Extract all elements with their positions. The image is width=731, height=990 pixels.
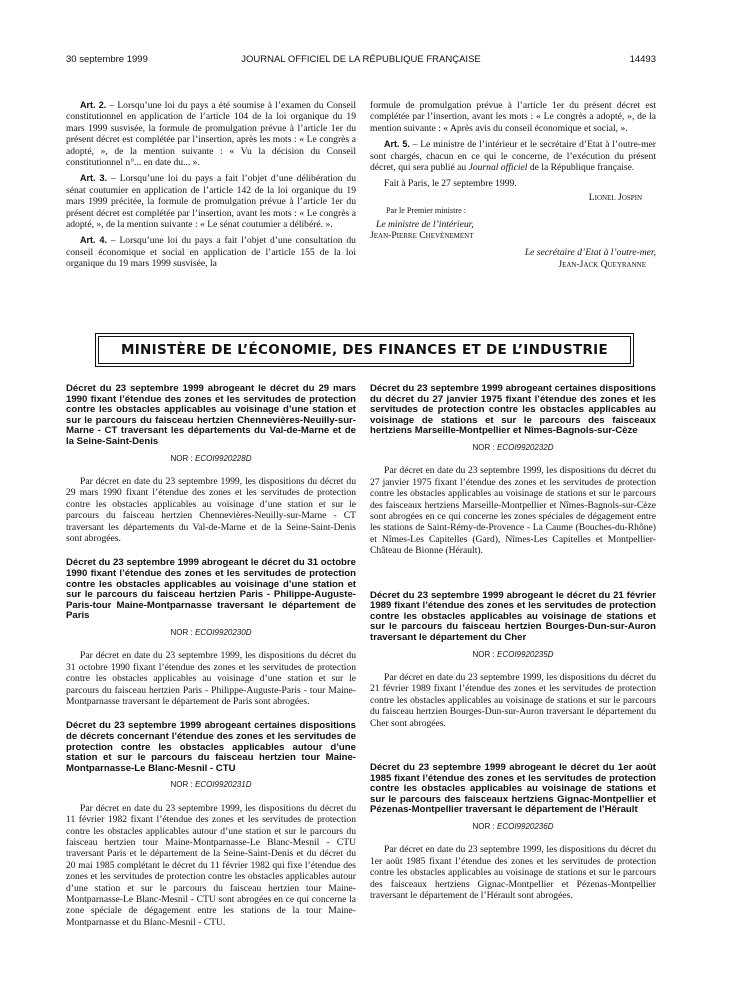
nor-label: NOR : bbox=[472, 442, 497, 452]
decree-title: Décret du 23 septembre 1999 abrogeant le décret du 1er août 1985 fixant l’étendue des zones et les servitudes de protection contre les obstacles applicables au voisinage de stations et sur le parcours des faisceaux hertziens Gignac-Montpellier et Pézenas-Montpellier traversant le département de l’Hérault bbox=[370, 762, 656, 816]
nor-reference bbox=[370, 442, 656, 453]
article-5-journal: Journal officiel bbox=[468, 162, 528, 174]
minister-title: Le ministre de l’intérieur, bbox=[376, 218, 474, 230]
decree-title: Décret du 23 septembre 1999 abrogeant le décret du 21 février 1989 fixant l’étendue des zones et les servitudes de protection contre les obstacles applicables au voisinage de stations et sur le parcours du faisceau hertzien Bourges-Dun-sur-Auron traversant le département du Cher bbox=[370, 589, 656, 643]
top-right-column bbox=[370, 100, 656, 270]
article-4-label: Art. 4. bbox=[80, 235, 107, 246]
nor-label: NOR : bbox=[472, 822, 497, 831]
decree-body: Par décret en date du 23 septembre 1999, les dispositions du décret du 21 février 1989 fixant l’étendue des zones et les servitudes de protection contre les obstacles applicables au voisinage de stations et sur le parcours du faisceau hertzien Bourges-Dun-sur-Auron traversant le département du Cher sont abrogées. bbox=[370, 672, 656, 729]
decree-body: Par décret en date du 23 septembre 1999, les dispositions du décret du 31 octobre 1990 fixant l’étendue des zones et les servitudes de protection contre les obstacles applicables au voisinage d’une station et sur le parcours du faisceau hertzien Paris - Philippe-Auguste-Paris - tour Maine-Montparnasse traversant le département de Paris sont abrogées. bbox=[66, 650, 356, 707]
page-header bbox=[66, 54, 656, 68]
article-5-label: Art. 5. bbox=[384, 139, 410, 150]
secretary-name: Jean-Jack Queyranne bbox=[558, 258, 646, 270]
nor-label: NOR : bbox=[472, 649, 497, 659]
decree-block bbox=[66, 558, 356, 707]
article-5 bbox=[370, 139, 656, 173]
nor-label: NOR : bbox=[170, 453, 195, 463]
nor-code: ECOI9920231D bbox=[194, 780, 252, 790]
decree-block bbox=[370, 763, 656, 901]
article-3-label: Art. 3. bbox=[80, 173, 108, 184]
journal-title: JOURNAL OFFICIEL DE LA RÉPUBLIQUE FRANÇAISE bbox=[241, 54, 481, 65]
header-date: 30 septembre 1999 bbox=[66, 54, 148, 65]
nor-reference bbox=[370, 821, 656, 832]
article-4 bbox=[66, 235, 356, 269]
article-5-end: de la République française. bbox=[527, 162, 635, 174]
decree-block bbox=[370, 591, 656, 729]
par-le-premier-ministre: Par le Premier ministre : bbox=[386, 206, 467, 216]
nor-reference bbox=[370, 649, 656, 660]
decree-body: Par décret en date du 23 septembre 1999, les dispositions du décret du 1er août 1985 fixant l’étendue des zones et les servitudes de protection contre les obstacles applicables au voisinage de stations et sur le parcours des faisceaux hertziens Gignac-Montpellier et Pézenas-Montpellier traversant le département de l’Hérault sont abrogées. bbox=[370, 844, 656, 902]
decree-title: Décret du 23 septembre 1999 abrogeant le décret du 31 octobre 1990 fixant l’étendue des zones et les servitudes de protection contre les obstacles applicables au voisinage d’une station et sur le parcours du faisceau hertzien Paris - Philippe-Auguste-Paris-tour Maine-Montparnasse traversant le département de Paris bbox=[66, 557, 356, 622]
page-number: 14493 bbox=[629, 54, 656, 65]
nor-reference bbox=[66, 627, 356, 638]
decree-body: Par décret en date du 23 septembre 1999, les dispositions du décret du 11 février 1982 fixant l’étendue des zones et les servitudes de protection contre les obstacles applicables autour d’une station et sur le parcours du faisceau hertzien tour Maine-Montparnasse-Le Blanc-Mesnil - CTU traversant Paris et le département de la Seine-Saint-Denis et du décret du 20 mai 1985 complétant le décret du 11 février 1982 qui fixe l’étendue des zones et les servitudes de protection contre les obstacles applicables autour d’une station et sur le parcours du faisceau hertzien tour Maine-Montparnasse-Le Blanc-Mesnil - CTU sont abrogées en ce qui concerne la zone spéciale de dégagement entre les stations de la tour Maine-Montparnasse et du Blanc-Mesnil - CTU. bbox=[66, 802, 356, 928]
nor-code: ECOI9920235D bbox=[496, 649, 554, 659]
nor-label: NOR : bbox=[170, 780, 195, 790]
nor-code: ECOI9920236D bbox=[496, 822, 554, 831]
decree-title: Décret du 23 septembre 1999 abrogeant le décret du 29 mars 1990 fixant l’étendue des zones et les servitudes de protection contre les obstacles applicables au voisinage d’une station et sur le parcours du faisceau hertzien Chennevières-Neuilly-sur-Marne - CT traversant les départements du Val-de-Marne et de la Seine-Saint-Denis bbox=[66, 383, 356, 447]
decree-title: Décret du 23 septembre 1999 abrogeant certaines dispositions du décret du 27 janvier 1975 fixant l’étendue des zones et les servitudes de protection contre les obstacles applicables au voisinage de stations et sur le parcours des faisceaux hertziens Marseille-Montpellier et Nîmes-Bagnols-sur-Cèze bbox=[370, 383, 656, 437]
article-3-text: – Lorsqu’une loi du pays a fait l’objet d’une délibération du sénat coutumier en application de l’article 142 de la loi organique du 19 mars 1999 précitée, la formule de promulgation prévue à l’article 1er du présent décret est complétée par l’insertion, avant les mots : « Le congrès a adopté, », de la mention suivante : « Le sénat coutumier a délibéré. ». bbox=[66, 173, 356, 231]
decree-block bbox=[66, 384, 356, 544]
fait-a-paris: Fait à Paris, le 27 septembre 1999. bbox=[384, 178, 517, 190]
article-3 bbox=[66, 173, 356, 230]
article-4-continued: formule de promulgation prévue à l’article 1er du présent décret est complétée par l’insertion, avant les mots : « Le congrès a adopté, », de la mention suivante : « Après avis du conseil économique et social, ». bbox=[370, 100, 656, 134]
pm-signature: Lionel Jospin bbox=[588, 191, 642, 203]
nor-label: NOR : bbox=[170, 627, 195, 637]
decree-body: Par décret en date du 23 septembre 1999, les dispositions du décret du 27 janvier 1975 fixant l’étendue des zones et les servitudes de protection contre les obstacles applicables au voisinage de stations et sur le parcours des faisceaux hertziens Marseille-Montpellier et Nîmes-Bagnols-sur-Cèze sont abrogées en ce qui concerne les zones spéciales de dégagement entre les stations de Saint-Rémy-de-Provence - La Caume (Bouches-du-Rhône) et Nîmes-Les Capitelles (Gard), Nîmes-Les Capitelles et Montpellier-Château de Bionne (Hérault). bbox=[370, 465, 656, 557]
nor-code: ECOI9920228D bbox=[194, 453, 252, 463]
article-4-text: – Lorsqu’une loi du pays a fait l’objet d’une consultation du conseil économique et social en application de l’article 155 de la loi organique du 19 mars 1999 susvisée, la bbox=[66, 235, 356, 270]
bottom-left-column bbox=[66, 384, 356, 942]
nor-reference bbox=[66, 453, 356, 464]
article-2 bbox=[66, 100, 356, 168]
top-left-column bbox=[66, 100, 356, 275]
minister-name: Jean-Pierre Chevènement bbox=[370, 230, 474, 242]
article-5-text: – Le ministre de l’intérieur et le secrétaire d’Etat à l’outre-mer sont chargés, chacun en ce qui le concerne, de l’exécution du présent décret, qui sera publié au bbox=[370, 139, 656, 174]
secretary-title: Le secrétaire d’Etat à l’outre-mer, bbox=[524, 247, 656, 259]
article-2-text: – Lorsqu’une loi du pays a été soumise à l’examen du Conseil constitutionnel en application de l’article 104 de la loi organique du 19 mars 1999 susvisée, la formule de promulgation prévue à l’article 1er du présent décret est complétée par l’insertion, après les mots : « Le congrès a adopté, », de la mention suivante : « Vu la décision du Conseil constitutionnel n°... en date du... ». bbox=[66, 100, 356, 169]
decree-block bbox=[370, 384, 656, 557]
article-2-label: Art. 2. bbox=[80, 100, 107, 110]
ministry-title: MINISTÈRE DE L’ÉCONOMIE, DES FINANCES ET DE L’INDUSTRIE bbox=[98, 336, 631, 364]
decree-block bbox=[66, 721, 356, 928]
nor-code: ECOI9920232D bbox=[496, 442, 554, 452]
nor-code: ECOI9920230D bbox=[194, 627, 252, 637]
bottom-right-column bbox=[370, 384, 656, 915]
nor-reference bbox=[66, 779, 356, 790]
decree-title: Décret du 23 septembre 1999 abrogeant certaines dispositions de décrets concernant l’étendue des zones et les servitudes de protection contre les obstacles applicables autour d’une station et sur le parcours du faisceau hertzien tour Maine-Montparnasse-Le Blanc-Mesnil - CTU bbox=[66, 720, 356, 774]
decree-body: Par décret en date du 23 septembre 1999, les dispositions du décret du 29 mars 1990 fixant l’étendue des zones et les servitudes de protection contre les obstacles applicables au voisinage d’une station et sur le parcours du faisceau hertzien Chennevières-Neuilly-sur-Marne - CT traversant les départements du Val-de-Marne et de la Seine-Saint-Denis sont abrogées. bbox=[66, 475, 356, 544]
